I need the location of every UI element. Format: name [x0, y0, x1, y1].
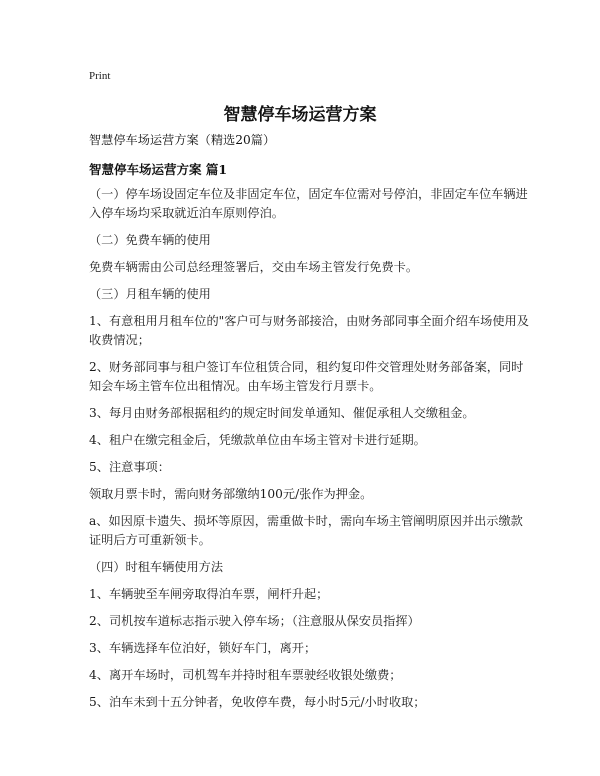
paragraph: 4、离开车场时，司机驾车并持时租车票驶经收银处缴费； — [89, 668, 402, 682]
paragraph: 1、有意租用月租车位的"客户可与财务部接洽，由财务部同事全面介绍车场使用及收费情况； — [89, 314, 529, 347]
paragraph: 领取月票卡时，需向财务部缴纳100元/张作为押金。 — [89, 487, 373, 501]
paragraph: 1、车辆驶至车闸旁取得泊车票，闸杆升起； — [89, 587, 329, 601]
paragraph: （二）免费车辆的使用 — [89, 233, 211, 247]
paragraph: 3、车辆选择车位泊好，锁好车门，离开； — [89, 641, 317, 655]
paragraph: 4、租户在缴完租金后，凭缴款单位由车场主管对卡进行延期。 — [89, 433, 426, 447]
paragraph: 5、泊车未到十五分钟者，免收停车费，每小时5元/小时收取； — [89, 695, 426, 709]
paragraph: （四）时租车辆使用方法 — [89, 560, 224, 574]
section-heading: 智慧停车场运营方案 篇1 — [89, 162, 228, 177]
paragraph: （三）月租车辆的使用 — [89, 287, 211, 301]
paragraph: 免费车辆需由公司总经理签署后，交由车场主管发行免费卡。 — [89, 260, 419, 274]
paragraph: 2、司机按车道标志指示驶入停车场；（注意服从保安员指挥） — [89, 614, 420, 628]
print-label[interactable]: Print — [89, 70, 111, 82]
paragraph: （一）停车场设固定车位及非固定车位，固定车位需对号停泊，非固定车位车辆进入停车场均采取就近泊车原则停泊。 — [89, 187, 528, 220]
paragraph: 2、财务部同事与租户签订车位租赁合同，租约复印件交管理处财务部备案，同时知会车场主管车位出租情况。由车场主管发行月票卡。 — [89, 360, 524, 393]
document-title: 智慧停车场运营方案 — [223, 105, 377, 125]
document-subtitle: 智慧停车场运营方案（精选20篇） — [89, 133, 276, 147]
paragraph: 3、每月由财务部根据租约的规定时间发单通知、催促承租人交缴租金。 — [89, 406, 475, 420]
paragraph: 5、注意事项： — [89, 460, 170, 474]
paragraph: a、如因原卡遗失、损坏等原因，需重做卡时，需向车场主管阐明原因并出示缴款证明后方可重新领卡。 — [89, 514, 523, 547]
document-body — [89, 131, 529, 720]
